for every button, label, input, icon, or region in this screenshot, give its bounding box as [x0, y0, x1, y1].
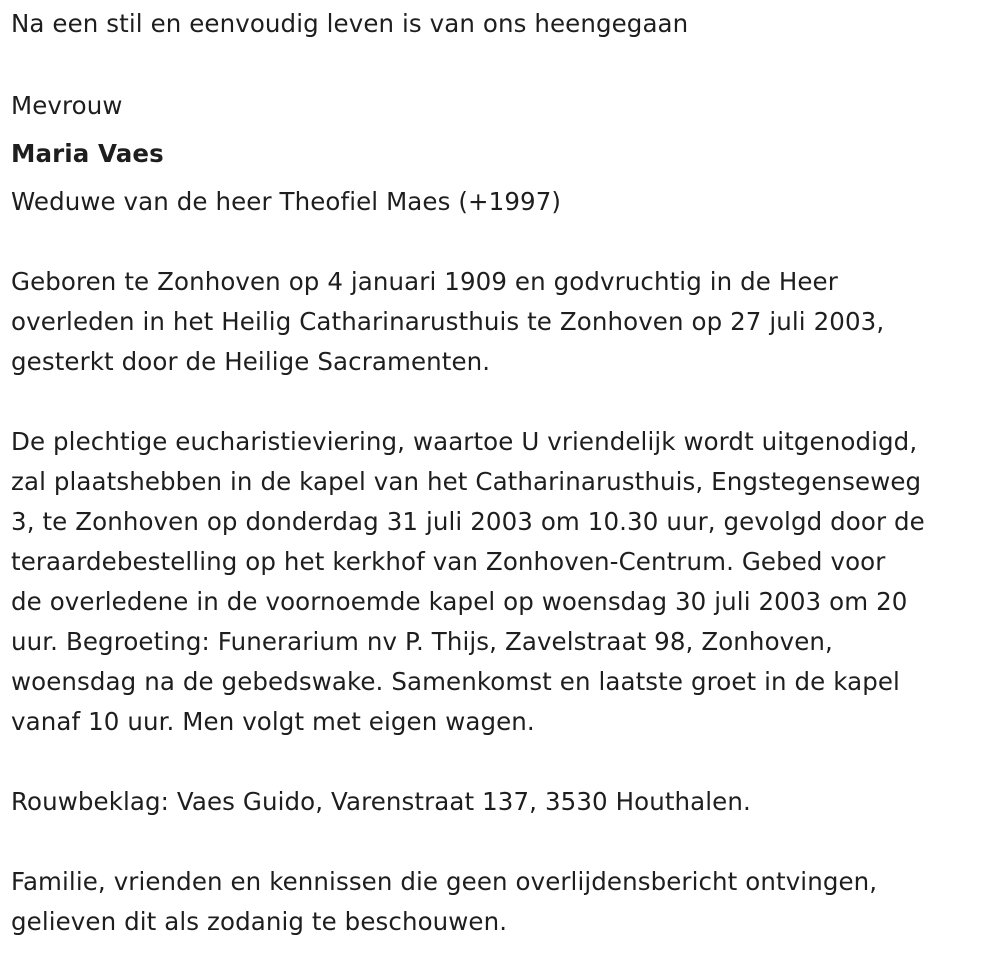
ceremony-line: teraardebestelling op het kerkhof van Zonhoven-Centrum. Gebed voor — [11, 547, 886, 576]
ceremony-line: uur. Begroeting: Funerarium nv P. Thijs, Zavelstraat 98, Zonhoven, — [11, 627, 833, 656]
ceremony-line: de overledene in de voornoemde kapel op woensdag 30 juli 2003 om 20 — [11, 587, 908, 616]
deceased-name: Maria Vaes — [11, 139, 164, 168]
ceremony-line: De plechtige eucharistieviering, waartoe U vriendelijk wordt uitgenodigd, — [11, 427, 918, 456]
birth-death-line: overleden in het Heilig Catharinarusthuis te Zonhoven op 27 juli 2003, — [11, 307, 885, 336]
ceremony-line: woensdag na de gebedswake. Samenkomst en laatste groet in de kapel — [11, 667, 900, 696]
ceremony-line: zal plaatshebben in de kapel van het Catharinarusthuis, Engstegenseweg — [11, 467, 922, 496]
birth-death-line: Geboren te Zonhoven op 4 januari 1909 en godvruchtig in de Heer — [11, 267, 838, 296]
widow-of-line: Weduwe van de heer Theofiel Maes (+1997) — [11, 187, 562, 216]
ceremony-line: vanaf 10 uur. Men volgt met eigen wagen. — [11, 707, 535, 736]
ceremony-line: 3, te Zonhoven op donderdag 31 juli 2003 om 10.30 uur, gevolgd door de — [11, 507, 925, 536]
intro-line: Na een stil en eenvoudig leven is van ons heengegaan — [11, 9, 689, 38]
salutation: Mevrouw — [11, 91, 123, 120]
closing-line: Familie, vrienden en kennissen die geen overlijdensbericht ontvingen, — [11, 867, 878, 896]
birth-death-line: gesterkt door de Heilige Sacramenten. — [11, 347, 491, 376]
condolences-line: Rouwbeklag: Vaes Guido, Varenstraat 137, 3530 Houthalen. — [11, 787, 751, 816]
closing-line: gelieven dit als zodanig te beschouwen. — [11, 907, 508, 936]
